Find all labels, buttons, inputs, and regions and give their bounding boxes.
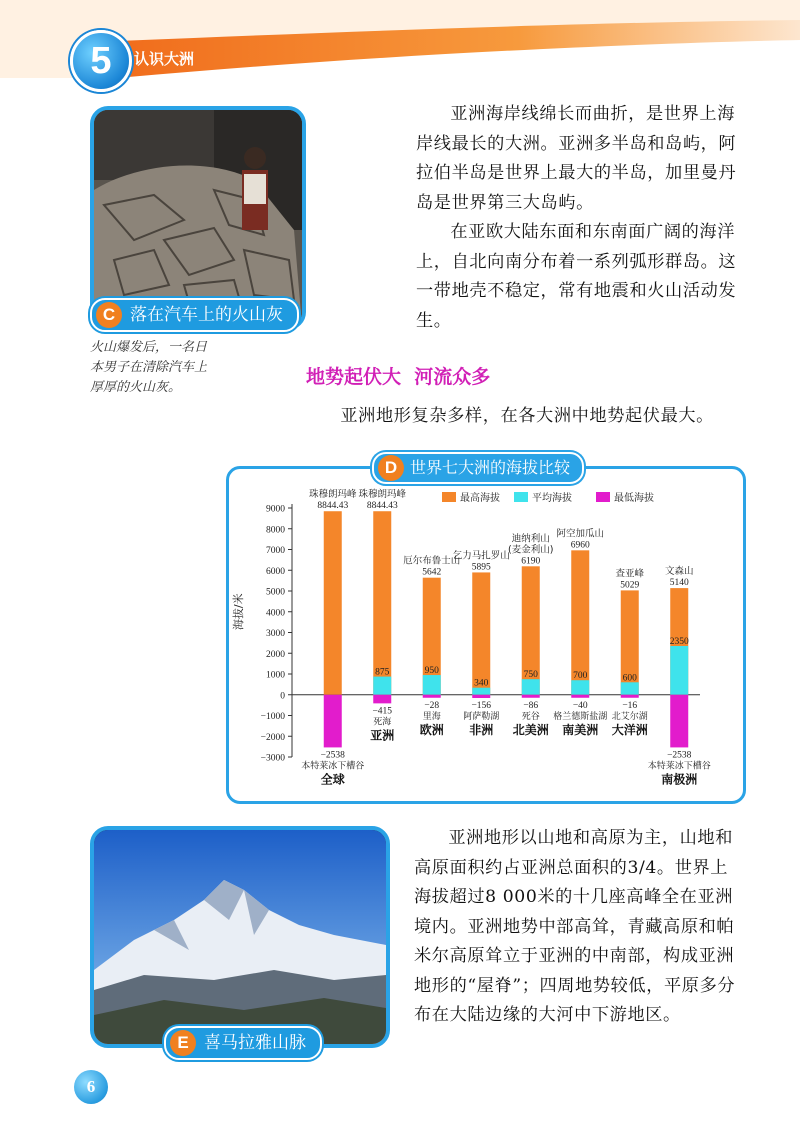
category-label: 欧洲: [419, 722, 444, 737]
lowest-name-label: 里海: [422, 711, 441, 722]
lowest-value-label: −28: [424, 700, 440, 711]
bar-lowest: [522, 695, 540, 698]
peak-name-label: 乞力马扎罗山: [452, 550, 510, 562]
lowest-name-label: 死谷: [521, 711, 540, 722]
volcanic-ash-photo: [90, 106, 306, 330]
legend-label: 最高海拔: [460, 493, 500, 504]
elevation-comparison-chart: [226, 466, 740, 798]
chapter-number-badge: 5: [70, 30, 132, 92]
section-heading: 地势起伏大 河流众多: [306, 366, 491, 388]
lowest-value-label: −86: [523, 700, 539, 711]
y-tick-label: 9000: [266, 504, 285, 515]
peak-value-label: 6960: [570, 540, 590, 551]
peak-value-label: 5895: [471, 562, 491, 573]
bar-average: [670, 646, 688, 695]
bar-lowest: [571, 695, 589, 698]
note-line: 本男子在清除汽车上: [90, 360, 208, 375]
y-tick-label: −2000: [260, 732, 285, 743]
bar-average: [373, 677, 391, 695]
chart-title-text: 世界七大洲的海拔比较: [410, 458, 571, 477]
lowest-name-label: 北艾尔湖: [611, 711, 648, 722]
average-value-label: 950: [424, 666, 439, 677]
caption-letter-badge: E: [170, 1030, 196, 1056]
peak-name-label: 厄尔布鲁士山: [403, 555, 461, 567]
section-intro: 亚洲地形复杂多样，在各大洲中地势起伏最大。: [340, 406, 714, 426]
lowest-value-label: −415: [372, 706, 393, 717]
chart-title: [372, 452, 584, 484]
y-tick-label: 2000: [266, 649, 285, 660]
category-label: 亚洲: [370, 728, 395, 743]
note-line: 火山爆发后，一名日: [90, 340, 208, 355]
peak-value-label: 6190: [521, 556, 541, 567]
text-block-2: [414, 824, 744, 1031]
bar-lowest: [373, 695, 391, 704]
bar-average: [522, 679, 540, 695]
bar-average: [472, 688, 490, 695]
paragraph: 亚洲海岸线绵长而曲折，是世界上海岸线最长的大洲。亚洲多半岛和岛屿，阿拉伯半岛是世界上最大的半岛，加里曼丹岛是世界第三大岛屿。: [416, 104, 737, 213]
legend-label: 最低海拔: [614, 493, 654, 504]
category-label: 大洋洲: [611, 722, 648, 737]
legend-label: 平均海拔: [532, 493, 572, 504]
average-value-label: 875: [375, 667, 390, 678]
bar-lowest: [670, 695, 688, 748]
himalaya-photo: [90, 826, 390, 1048]
legend-swatch: [596, 492, 610, 502]
y-tick-label: 3000: [266, 629, 285, 639]
y-tick-label: 0: [280, 691, 285, 702]
y-tick-label: 1000: [266, 670, 285, 681]
chart-letter-badge: D: [378, 455, 404, 481]
lowest-value-label: −2538: [320, 750, 345, 761]
lowest-name-label: 本特莱冰下槽谷: [301, 761, 365, 772]
photo-e-caption: [164, 1026, 322, 1060]
paragraph: 亚洲地形以山地和高原为主，山地和高原面积约占亚洲总面积的3/4。世界上海拔超过8 000米的十几座高峰全在亚洲境内。亚洲地势中部高耸，青藏高原和帕米尔高原耸立于亚洲的中南部，构成亚洲地形的“屋脊”；四周地势较低，平原多分布在大陆边缘的大河中下游地区。: [414, 828, 736, 1025]
peak-value-label: 8844.43: [366, 501, 398, 512]
category-label: 全球: [320, 772, 345, 787]
photo-e-caption-text: 喜马拉雅山脉: [204, 1033, 306, 1053]
category-label: 南美洲: [562, 722, 599, 737]
peak-name-label: 珠穆朗玛峰: [308, 489, 357, 501]
y-tick-label: 4000: [266, 608, 285, 619]
photo-c-caption: [90, 298, 299, 332]
average-value-label: 750: [523, 670, 538, 681]
bar-lowest: [621, 695, 639, 698]
peak-value-label: 5642: [422, 567, 442, 578]
y-tick-label: −3000: [260, 753, 285, 764]
page-number: 6: [74, 1070, 108, 1104]
peak-name-label: (麦金利山): [508, 544, 554, 556]
y-tick-label: 8000: [266, 525, 285, 536]
lowest-value-label: −2538: [667, 750, 692, 761]
peak-name-label: 文森山: [664, 566, 694, 578]
category-label: 北美洲: [512, 722, 549, 737]
peak-value-label: 5029: [620, 580, 640, 591]
peak-value-label: 8844.43: [317, 501, 349, 512]
category-label: 非洲: [469, 722, 494, 737]
lowest-value-label: −16: [622, 700, 638, 711]
bar-lowest: [324, 695, 342, 748]
note-line: 厚厚的火山灰。: [90, 380, 182, 395]
paragraph: 在亚欧大陆东面和东南面广阔的海洋上，自北向南分布着一系列弧形群岛。这一带地壳不稳定，常有地震和火山活动发生。: [416, 222, 737, 331]
average-value-label: 700: [573, 671, 588, 682]
y-tick-label: 6000: [266, 566, 285, 577]
peak-name-label: 珠穆朗玛峰: [358, 489, 407, 501]
y-tick-label: 5000: [266, 587, 285, 598]
text-block-1: [416, 100, 746, 336]
legend-swatch: [442, 492, 456, 502]
bar-average: [571, 680, 589, 695]
photo-c-note: [90, 338, 260, 398]
bar-lowest: [423, 695, 441, 698]
y-axis-label: 海拔/米: [232, 593, 245, 631]
y-tick-label: 7000: [266, 546, 285, 556]
average-value-label: 340: [474, 678, 489, 689]
bar-highest: [324, 511, 342, 695]
caption-letter-badge: C: [96, 302, 122, 328]
lowest-name-label: 格兰德斯盐湖: [553, 711, 608, 722]
lowest-name-label: 本特莱冰下槽谷: [647, 761, 711, 772]
lowest-value-label: −40: [572, 700, 588, 711]
chapter-title: 认识大洲: [134, 50, 195, 68]
peak-name-label: 迪纳利山: [511, 533, 550, 545]
average-value-label: 2350: [669, 636, 689, 647]
category-label: 南极洲: [661, 772, 698, 787]
lowest-name-label: 死海: [373, 717, 392, 728]
peak-name-label: 查亚峰: [615, 568, 645, 580]
peak-name-label: 阿空加瓜山: [556, 528, 605, 540]
legend-swatch: [514, 492, 528, 502]
peak-value-label: 5140: [669, 578, 689, 589]
y-tick-label: −1000: [260, 712, 285, 722]
bar-average: [621, 682, 639, 694]
bar-highest: [472, 572, 490, 694]
photo-c-caption-text: 落在汽车上的火山灰: [130, 305, 283, 325]
lowest-value-label: −156: [471, 700, 492, 711]
bar-lowest: [472, 695, 490, 698]
bar-average: [423, 675, 441, 695]
lowest-name-label: 阿萨勒湖: [463, 711, 500, 722]
average-value-label: 600: [622, 673, 637, 684]
